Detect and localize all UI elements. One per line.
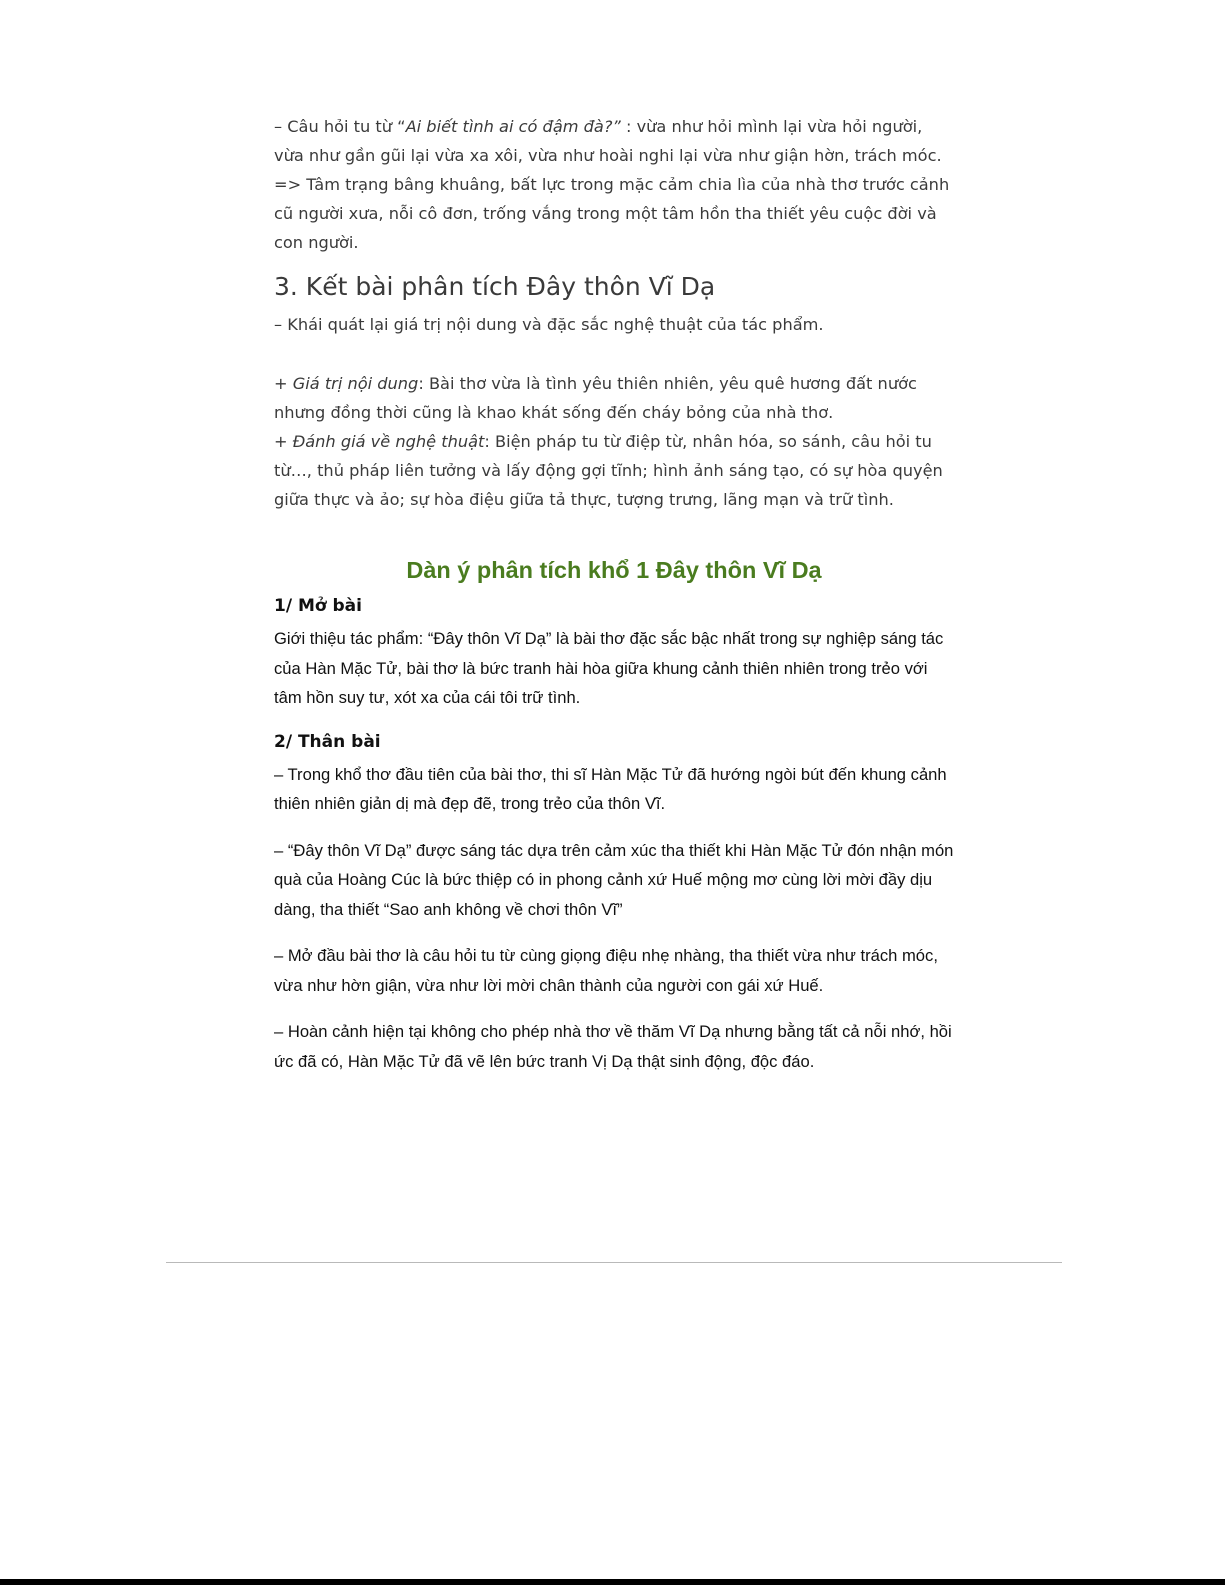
content-value-label: + Giá trị nội dung — [274, 374, 419, 393]
horizontal-divider — [166, 1262, 1062, 1263]
outline-title: Dàn ý phân tích khổ 1 Đây thôn Vĩ Dạ — [406, 557, 822, 583]
document-page — [274, 112, 954, 1093]
art-value-text: : Biện pháp tu từ điệp từ, nhân hóa, so sánh, câu hỏi tu từ…, thủ pháp liên tưởng và lấy động gợi tĩnh; hình ảnh sáng tạo, có sự hòa quyện giữa thực và ảo; sự hòa điệu giữa tả thực, tượng trưng, lãng mạn và trữ tình. — [274, 432, 943, 509]
content-value-text: : Bài thơ vừa là tình yêu thiên nhiên, yêu quê hương đất nước nhưng đồng thời cũng là khao khát sống đến cháy bỏng của nhà thơ. — [274, 374, 917, 422]
art-value-label: + Đánh giá về nghệ thuật — [274, 432, 485, 451]
body-paragraph: – Trong khổ thơ đầu tiên của bài thơ, thi sĩ Hàn Mặc Tử đã hướng ngòi bút đến khung cảnh thiên nhiên giản dị mà đẹp đẽ, trong trẻo của thôn Vĩ. — [274, 764, 947, 813]
body-paragraph: – Mở đầu bài thơ là câu hỏi tu từ cùng giọng điệu nhẹ nhàng, tha thiết vừa như trách móc, vừa như hờn giận, vừa như lời mời chân thành của người con gái xứ Huế. — [274, 946, 938, 995]
bottom-edge-bar — [0, 1579, 1225, 1585]
summary-line: – Khái quát lại giá trị nội dung và đặc sắc nghệ thuật của tác phẩm. — [274, 315, 824, 334]
section-heading-conclusion: 3. Kết bài phân tích Đây thôn Vĩ Dạ — [274, 272, 716, 301]
content-value-paragraph — [274, 369, 954, 427]
rhetorical-question-paragraph — [274, 112, 954, 170]
mood-conclusion: => Tâm trạng bâng khuâng, bất lực trong mặc cảm chia lìa của nhà thơ trước cảnh cũ người xưa, nỗi cô đơn, trống vắng trong một tâm hồn tha thiết yêu cuộc đời và con người. — [274, 175, 950, 252]
body-heading: 2/ Thân bài — [274, 731, 381, 752]
rhetorical-quote: Ai biết tình ai có đậm đà?” — [405, 117, 621, 136]
body-paragraph: – Hoàn cảnh hiện tại không cho phép nhà thơ về thăm Vĩ Dạ nhưng bằng tất cả nỗi nhớ, hồi ức đã có, Hàn Mặc Tử đã vẽ lên bức tranh Vị Dạ thật sinh động, độc đáo. — [274, 1022, 952, 1071]
intro-heading: 1/ Mở bài — [274, 596, 362, 616]
intro-paragraph: Giới thiệu tác phẩm: “Đây thôn Vĩ Dạ” là bài thơ đặc sắc bậc nhất trong sự nghiệp sáng tác của Hàn Mặc Tử, bài thơ là bức tranh hài hòa giữa khung cảnh thiên nhiên trong trẻo với tâm hồn suy tư, xót xa của cái tôi trữ tình. — [274, 629, 944, 707]
body-paragraph: – “Đây thôn Vĩ Dạ” được sáng tác dựa trên cảm xúc tha thiết khi Hàn Mặc Tử đón nhận món quà của Hoàng Cúc là bức thiệp có in phong cảnh xứ Huế mộng mơ cùng lời mời đầy dịu dàng, tha thiết “Sao anh không về chơi thôn Vĩ” — [274, 840, 954, 919]
rhetorical-prefix: – Câu hỏi tu từ “ — [274, 117, 406, 136]
rhetorical-rest: : vừa như hỏi mình lại vừa hỏi người, vừa như gần gũi lại vừa xa xôi, vừa như hoài nghi lại vừa như giận hờn, trách móc. — [274, 117, 942, 165]
spacer — [274, 339, 954, 369]
art-value-paragraph — [274, 427, 954, 514]
